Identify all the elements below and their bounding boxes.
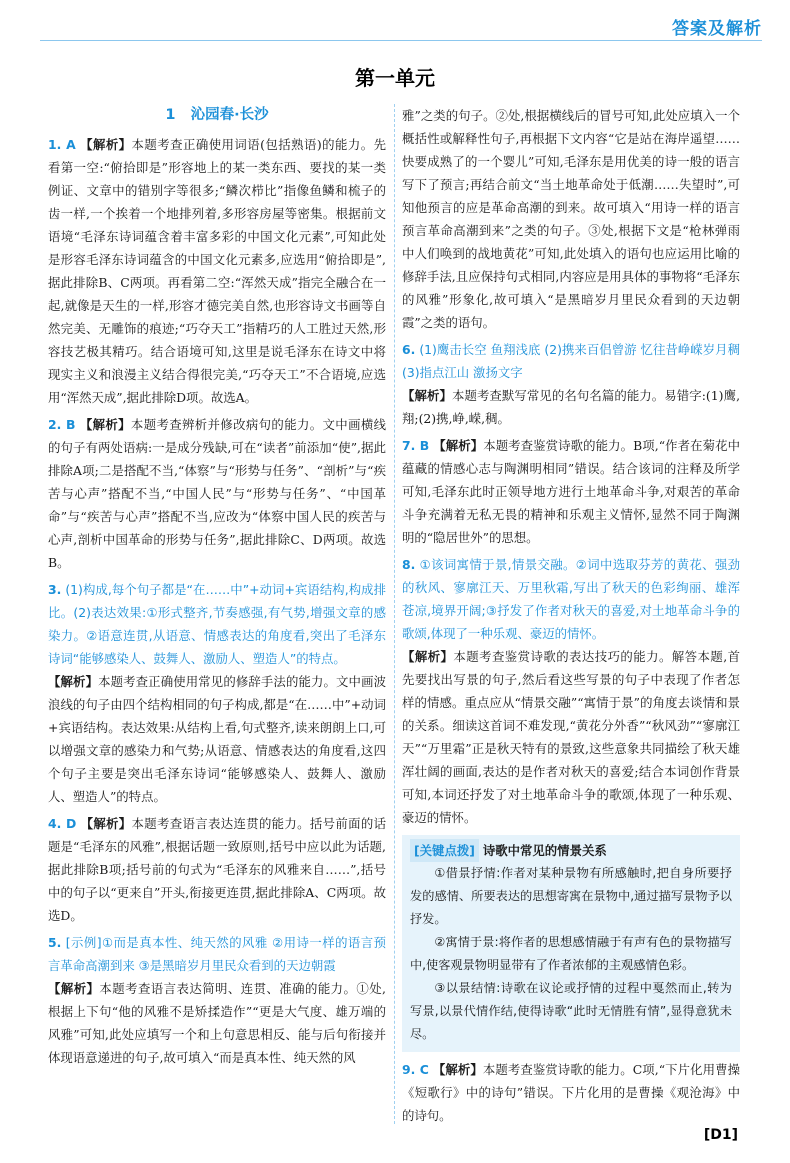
- analysis-text: 本题考查语言表达连贯的能力。括号前面的话题是“毛泽东的风雅”,根据话题一致原则,括号中应以此为话题,据此排除B项;括号前的句式为“毛泽东的风雅来自……”,括号中的句子以“更来自”开头,衔接更连贯,据此排除A、C两项。故选D。: [48, 816, 386, 923]
- answer-text: [示例]①而是真本性、纯天然的风雅 ②用诗一样的语言预言革命高潮到来 ③是黑暗岁月里民众看到的天边朝霞: [48, 935, 386, 973]
- right-column: [402, 104, 740, 1131]
- answer-item-4: [48, 812, 386, 927]
- answer-item-5: [48, 931, 386, 1069]
- item-number: 3.: [48, 582, 62, 597]
- analysis-tag: 【解析】: [402, 388, 452, 403]
- analysis-text: 本题考查默写常见的名句名篇的能力。易错字:(1)鹰,翔;(2)携,峥,嵘,稠。: [402, 388, 741, 426]
- answer-text: (1)鹰击长空 鱼翔浅底 (2)携来百侣曾游 忆往昔峥嵘岁月稠 (3)指点江山 激扬文字: [402, 342, 740, 380]
- analysis-tag: 【解析】: [402, 649, 454, 664]
- key-point-title: 诗歌中常见的情景关系: [482, 843, 607, 858]
- analysis-text: 本题考查辨析并修改病句的能力。文中画横线的句子有两处语病:一是成分残缺,可在“读者”前添加“使”,据此排除A项;二是搭配不当,“体察”与“形势与任务”、“剖析”与“疾苦与心声”搭配不当,“中国人民”与“形势与任务”、“中国革命”与“疾苦与心声”搭配不当,应改为“体察中国人民的疾苦与心声,剖析中国革命的形势与任务”,据此排除C、D两项。故选B。: [48, 417, 387, 570]
- header-title: 答案及解析: [672, 19, 762, 39]
- item-number: 8.: [402, 557, 416, 572]
- analysis-text: 雅”之类的句子。②处,根据横线后的冒号可知,此处应填入一个概括性或解释性句子,再根据下文内容“它是站在海岸遥望……快要成熟了的一个婴儿”可知,毛泽东是用优美的诗一般的语言写下了预言;再结合前文“当土地革命处于低潮……失望时”,可知他预言的应是革命高潮的到来。故可填入“用诗一样的语言预言革命高潮到来”之类的句子。③处,根据下文是“枪林弹雨中人们唤到的战地黄花”可知,此处填入的语句也应运用比喻的修辞手法,且应保持句式相同,内容应是用具体的事物将“毛泽东的风雅”形象化,故可填入“是黑暗岁月里民众看到的天边朝霞”之类的语句。: [402, 108, 740, 330]
- answer-item-8: [402, 553, 740, 829]
- item-number: 5.: [48, 935, 62, 950]
- item-number: 1. A: [48, 137, 76, 152]
- page-number: [D1]: [703, 1127, 738, 1143]
- analysis-text: 本题考查鉴赏诗歌的能力。B项,“作者在菊花中蕴藏的情感心志与陶渊明相同”错误。结合该词的注释及所学可知,毛泽东此时正领导地方进行土地革命斗争,对艰苦的革命斗争充满着无私无畏的精神和乐观主义情怀,显然不同于陶渊明的“隐居世外”的思想。: [402, 438, 740, 545]
- answer-item-3: [48, 578, 386, 808]
- analysis-tag: 【解析】: [432, 1062, 483, 1077]
- column-divider: [394, 104, 395, 1124]
- analysis-tag: 【解析】: [48, 981, 100, 996]
- analysis-tag: 【解析】: [80, 137, 132, 152]
- analysis-text: 本题考查鉴赏诗歌的能力。C项,“下片化用曹操《短歌行》中的诗句”错误。下片化用的是曹操《观沧海》中的诗句。: [402, 1062, 740, 1123]
- header-rule: [40, 40, 762, 41]
- analysis-text: 本题考查语言表达简明、连贯、准确的能力。①处,根据上下句“他的风雅不是矫揉造作”“更是大气度、雄万端的风雅”可知,此处应填写一个和上句意思相反、能与后句衔接并体现语意递进的句子,故可填入“而是真本性、纯天然的风: [48, 981, 386, 1065]
- analysis-tag: 【解析】: [48, 674, 99, 689]
- item-number: 2. B: [48, 417, 76, 432]
- key-point-paragraph: ③以景结情:诗歌在议论或抒情的过程中戛然而止,转为写景,以景代情作结,使得诗歌“此时无情胜有情”,显得意犹未尽。: [410, 981, 732, 1041]
- item-number: 4. D: [48, 816, 77, 831]
- key-point-box: [402, 835, 740, 1052]
- section-title-text: 沁园春·长沙: [190, 107, 269, 123]
- analysis-text: 本题考查鉴赏诗歌的表达技巧的能力。解答本题,首先要找出写景的句子,然后看这些写景的句子中表现了作者怎样的情感。重点应从“情景交融”“寓情于景”的角度去谈情和景的关系。细读这首词不难发现,“黄花分外香”“秋风劲”“寥廓江天”“万里霜”正是秋天特有的景致,这些意象共同描绘了秋天雄浑壮阔的画面,表达的是作者对秋天的喜爱;结合本词创作背景可知,本词还抒发了对土地革命斗争的歌颂,体现了一种乐观、豪迈的情怀。: [402, 649, 740, 825]
- item-number: 6.: [402, 342, 416, 357]
- unit-title: 第一单元: [355, 66, 435, 90]
- key-point-label: [关键点拨]: [410, 839, 479, 862]
- left-column: [48, 104, 386, 1073]
- item-number: 9. C: [402, 1062, 429, 1077]
- analysis-tag: 【解析】: [433, 438, 484, 453]
- item-number: 7. B: [402, 438, 430, 453]
- answer-item-6: [402, 338, 740, 430]
- section-title: [48, 104, 386, 127]
- answer-item-9: [402, 1058, 740, 1127]
- analysis-tag: 【解析】: [79, 417, 131, 432]
- answer-text: (1)构成,每个句子都是“在……中”+动词+宾语结构,构成排比。(2)表达效果:①形式整齐,节奏感强,有气势,增强文章的感染力。②语意连贯,从语意、情感表达的角度看,突出了毛泽东诗词“能够感染人、鼓舞人、激励人、塑造人”的特点。: [48, 582, 386, 666]
- answer-item-7: [402, 434, 740, 549]
- answer-item-2: [48, 413, 386, 574]
- analysis-text: 本题考查正确使用词语(包括熟语)的能力。先看第一空:“俯拾即是”形容地上的某一类东西、要找的某一类例证、文章中的错别字等很多;“鳞次栉比”指像鱼鳞和梳子的齿一样,一个挨着一个地排列着,多形容房屋等密集。根据前文语境“毛泽东诗词蕴含着丰富多彩的中国文化元素”,可知此处是形容毛泽东诗词蕴含的中国文化元素多,应选用“俯拾即是”,据此排除B、C两项。再看第二空:“浑然天成”指完全融合在一起,就像是天生的一样,形容才德完美自然,也形容诗文书画等自然完美、无雕饰的痕迹;“巧夺天工”指精巧的人工胜过天然,形容技艺极其精巧。结合语境可知,这里是说毛泽东在诗文中将现实主义和浪漫主义结合得很完美,“巧夺天工”不合语境,应选用“浑然天成”,据此排除D项。故选A。: [48, 137, 386, 405]
- analysis-tag: 【解析】: [80, 816, 132, 831]
- answer-item-5-cont: [402, 104, 740, 334]
- analysis-text: 本题考查正确使用常见的修辞手法的能力。文中画波浪线的句子由四个结构相同的句子构成,都是“在……中”+动词+宾语结构。表达效果:从结构上看,句式整齐,读来朗朗上口,可以增强文章的感染力和气势;从语意、情感表达的角度看,这四个句子主要是突出毛泽东诗词“能够感染人、鼓舞人、激励人、塑造人”的特点。: [48, 674, 386, 804]
- section-number: 1: [165, 107, 176, 123]
- answer-text: ①该词寓情于景,情景交融。②词中选取芬芳的黄花、强劲的秋风、寥廓江天、万里秋霜,写出了秋天的色彩绚丽、雄浑苍凉,境界开阔;③抒发了作者对秋天的喜爱,对土地革命斗争的歌颂,体现了一种乐观、豪迈的情怀。: [402, 557, 740, 641]
- key-point-paragraph: ②寓情于景:将作者的思想感情融于有声有色的景物描写中,使客观景物明显带有了作者浓郁的主观感情色彩。: [410, 935, 732, 972]
- answer-item-1: [48, 133, 386, 409]
- key-point-paragraph: ①借景抒情:作者对某种景物有所感触时,把自身所要抒发的感情、所要表达的思想寄寓在景物中,通过描写景物予以抒发。: [410, 866, 732, 926]
